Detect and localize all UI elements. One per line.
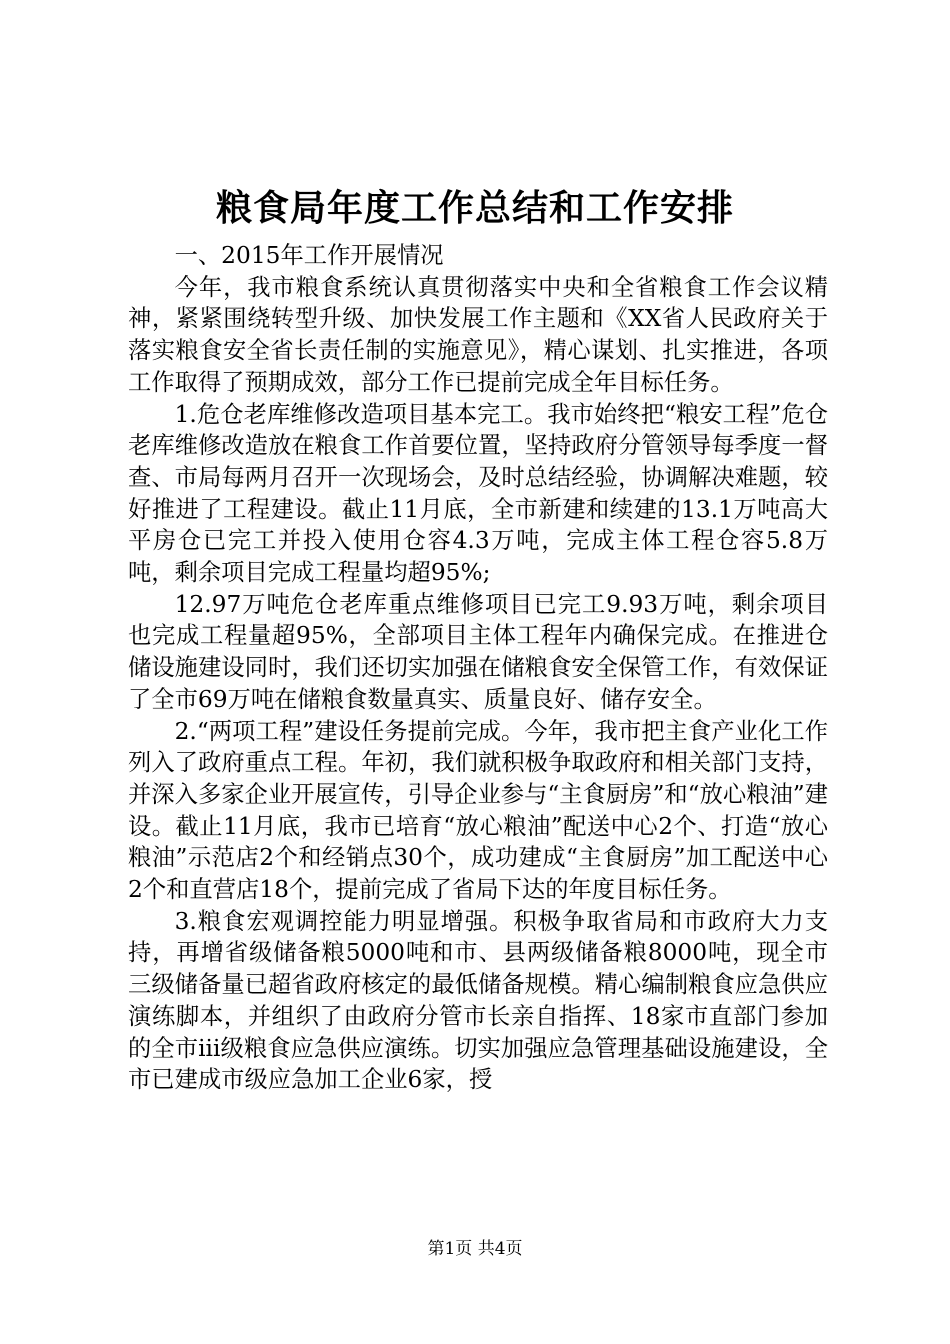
paragraph-item-3: 3.粮食宏观调控能力明显增强。积极争取省局和市政府大力支持，再增省级储备粮5000吨和市、县两级储备粮8000吨，现全市三级储备量已超省政府核定的最低储备规模。精心编制粮食应急供应演练脚本，并组织了由政府分管市长亲自指挥、18家市直部门参加的全市iii级粮食应急供应演练。切实加强应急管理基础设施建设，全市已建成市级应急加工企业6家，授 [128, 907, 828, 1094]
paragraph-item-1: 1.危仓老库维修改造项目基本完工。我市始终把“粮安工程”危仓老库维修改造放在粮食工作首要位置，坚持政府分管领导每季度一督查、市局每两月召开一次现场会，及时总结经验，协调解决难题，较好推进了工程建设。截止11月底，全市新建和续建的13.1万吨高大平房仓已完工并投入使用仓容4.3万吨，完成主体工程仓容5.8万吨，剩余项目完成工程量均超95%; [128, 400, 828, 587]
paragraph-intro: 今年，我市粮食系统认真贯彻落实中央和全省粮食工作会议精神，紧紧围绕转型升级、加快发展工作主题和《XX省人民政府关于落实粮食安全省长责任制的实施意见》，精心谋划、扎实推进，各项工作取得了预期成效，部分工作已提前完成全年目标任务。 [128, 273, 828, 396]
document-title: 粮食局年度工作总结和工作安排 [215, 187, 734, 229]
page-footer: 第1页 共4页 [427, 1239, 523, 1259]
section-heading: 一、2015年工作开展情况 [174, 242, 444, 269]
paragraph-item-2: 2.“两项工程”建设任务提前完成。今年，我市把主食产业化工作列入了政府重点工程。年初，我们就积极争取政府和相关部门支持，并深入多家企业开展宣传，引导企业参与“主食厨房”和“放心粮油”建设。截止11月底，我市已培育“放心粮油”配送中心2个、打造“放心粮油”示范店2个和经销点30个，成功建成“主食厨房”加工配送中心2个和直营店18个，提前完成了省局下达的年度目标任务。 [128, 717, 828, 904]
document-body [128, 240, 828, 1096]
paragraph-item-1-continued: 12.97万吨危仓老库重点维修项目已完工9.93万吨，剩余项目也完成工程量超95%，全部项目主体工程年内确保完成。在推进仓储设施建设同时，我们还切实加强在储粮食安全保管工作，有效保证了全市69万吨在储粮食数量真实、质量良好、储存安全。 [128, 590, 828, 713]
